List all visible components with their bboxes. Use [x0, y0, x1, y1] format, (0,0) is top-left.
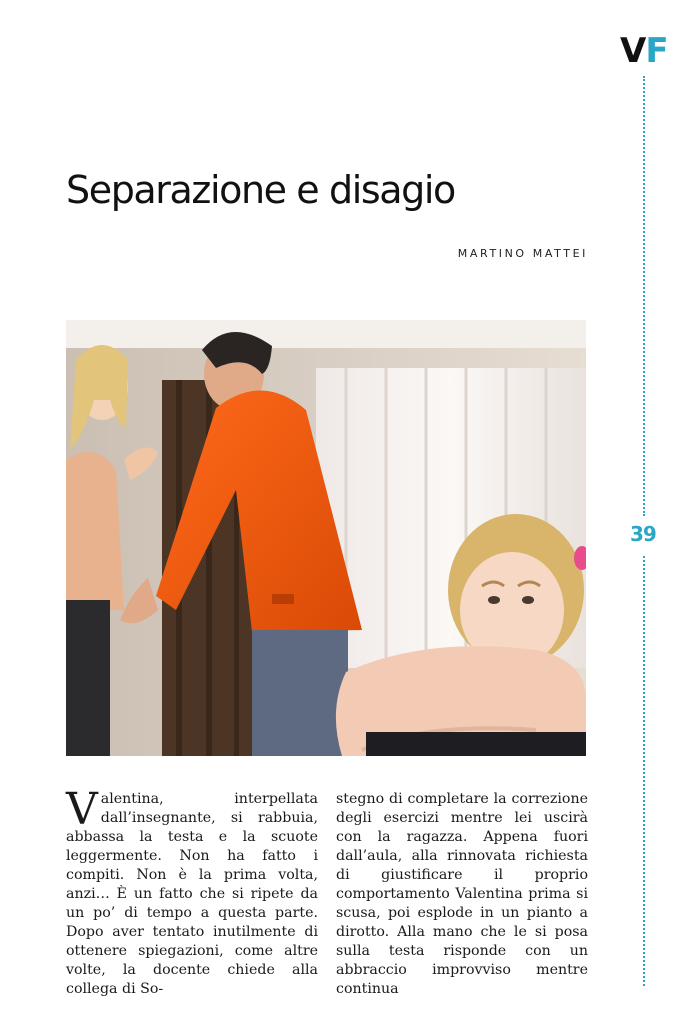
article-column-1-text: alentina, interpellata dall’insegnante, si rabbuia, abbassa la testa e la scuote leggermente. Non ha fatto i compiti. Non è la prima volta, anzi… È un fatto che si ripete da un po’ di tempo a questa parte. Dopo aver tentato inutilmente di ottenere spiegazioni, come altre volte, la docente chiede alla collega di So- [66, 791, 318, 997]
article-column-2-text: stegno di completare la correzione degli esercizi mentre lei uscirà con la ragazza. Appena fuori dall’aula, alla rinnovata richiesta di giustificare il proprio comportamento Valentina prima si scusa, poi esplode in un pianto a dirotto. Alla mano che le si posa sulla testa risponde con un abbraccio improvviso mentre continua [336, 791, 588, 997]
margin-dotted-rule-top [643, 76, 645, 516]
article-author: MARTINO MATTEI [457, 247, 588, 260]
drop-cap: V [66, 784, 98, 835]
article-title: Separazione e disagio [66, 168, 455, 212]
logo-letter-f: F [645, 31, 668, 71]
article-column-1 [66, 784, 318, 999]
article-photo [66, 320, 586, 756]
logo-letter-v: V [620, 31, 646, 71]
magazine-logo [620, 31, 668, 71]
margin-dotted-rule-bottom [643, 556, 645, 986]
article-column-2 [336, 790, 588, 999]
page-number: 39 [630, 522, 656, 546]
